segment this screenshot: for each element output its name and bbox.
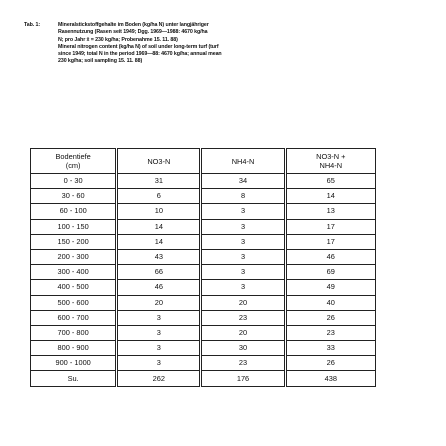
table-header-row (31, 149, 376, 174)
cell-depth: 60 - 100 (31, 204, 117, 219)
table-row (31, 249, 376, 264)
cell-depth: 100 - 150 (31, 219, 117, 234)
cell-no3: 10 (117, 204, 201, 219)
caption-line: N; pro Jahr x̄ = 230 kg/ha; Probenahme 15. 11. 88) (58, 36, 178, 43)
cell-depth: 400 - 500 (31, 280, 117, 295)
cell-no3: 262 (117, 371, 201, 386)
cell-no3: 3 (117, 310, 201, 325)
cell-sum: 17 (285, 234, 375, 249)
table-row (31, 280, 376, 295)
cell-nh4: 8 (201, 189, 285, 204)
header-text: NO3-N (147, 156, 171, 166)
cell-depth: 200 - 300 (31, 249, 117, 264)
cell-nh4: 20 (201, 295, 285, 310)
cell-nh4: 23 (201, 356, 285, 371)
cell-sum: 40 (285, 295, 375, 310)
cell-nh4: 3 (201, 280, 285, 295)
table-row (31, 265, 376, 280)
header-text: NH4-N (319, 161, 343, 170)
nitrogen-table (30, 148, 376, 387)
table-row (31, 341, 376, 356)
cell-depth: 30 - 60 (31, 189, 117, 204)
cell-depth: 600 - 700 (31, 310, 117, 325)
cell-sum: 26 (285, 356, 375, 371)
cell-depth: 900 - 1000 (31, 356, 117, 371)
cell-nh4: 3 (201, 249, 285, 264)
cell-sum: 14 (285, 189, 375, 204)
header-text: NH4-N (231, 156, 255, 166)
caption-line: Rasennutzung (Rasen seit 1949; Dgg. 1969—1988: 4670 kg/ha (58, 29, 208, 36)
header-sum (285, 149, 375, 174)
cell-sum: 438 (285, 371, 375, 386)
header-no3 (117, 149, 201, 174)
cell-sum: 17 (285, 219, 375, 234)
cell-no3: 46 (117, 280, 201, 295)
cell-nh4: 20 (201, 325, 285, 340)
table-row (31, 189, 376, 204)
cell-sum: 26 (285, 310, 375, 325)
header-nh4 (201, 149, 285, 174)
table-row (31, 204, 376, 219)
table-row (31, 371, 376, 386)
table-row (31, 234, 376, 249)
caption-line: since 1949; total N in the period 1969—88: 4670 kg/ha; annual mean (58, 51, 222, 58)
cell-depth: 500 - 600 (31, 295, 117, 310)
cell-sum: 23 (285, 325, 375, 340)
cell-no3: 3 (117, 325, 201, 340)
cell-sum: 49 (285, 280, 375, 295)
cell-nh4: 30 (201, 341, 285, 356)
table-row (31, 325, 376, 340)
cell-no3: 6 (117, 189, 201, 204)
caption-line: Mineral nitrogen content (kg/ha N) of soil under long-term turf (turf (58, 43, 219, 50)
cell-no3: 3 (117, 341, 201, 356)
cell-nh4: 34 (201, 174, 285, 189)
cell-no3: 66 (117, 265, 201, 280)
cell-no3: 14 (117, 234, 201, 249)
cell-depth: 300 - 400 (31, 265, 117, 280)
header-text: NO3-N + (316, 152, 346, 161)
cell-depth: 150 - 200 (31, 234, 117, 249)
table-row (31, 295, 376, 310)
cell-depth: 700 - 800 (31, 325, 117, 340)
cell-no3: 14 (117, 219, 201, 234)
cell-nh4: 3 (201, 265, 285, 280)
table-caption (24, 22, 429, 66)
table-row (31, 356, 376, 371)
caption-line: 230 kg/ha; soil sampling 15. 11. 88) (58, 58, 143, 65)
cell-depth: 800 - 900 (31, 341, 117, 356)
cell-depth: 0 - 30 (31, 174, 117, 189)
header-text: Bodentiefe (55, 152, 91, 161)
header-soil-depth (31, 149, 117, 174)
cell-sum: 69 (285, 265, 375, 280)
cell-sum: 65 (285, 174, 375, 189)
table-row (31, 174, 376, 189)
cell-nh4: 3 (201, 219, 285, 234)
cell-sum: 33 (285, 341, 375, 356)
caption-line: Mineralstickstoffgehalte im Boden (kg/ha N) unter langjähriger (58, 22, 209, 28)
cell-nh4: 3 (201, 204, 285, 219)
table-row (31, 310, 376, 325)
cell-no3: 20 (117, 295, 201, 310)
cell-nh4: 23 (201, 310, 285, 325)
cell-no3: 31 (117, 174, 201, 189)
cell-nh4: 3 (201, 234, 285, 249)
cell-no3: 3 (117, 356, 201, 371)
cell-nh4: 176 (201, 371, 285, 386)
cell-sum: 46 (285, 249, 375, 264)
cell-depth: Su. (31, 371, 117, 386)
cell-sum: 13 (285, 204, 375, 219)
caption-label: Tab. 1: (24, 22, 40, 28)
table-row (31, 219, 376, 234)
header-text: (cm) (65, 161, 81, 170)
cell-no3: 43 (117, 249, 201, 264)
